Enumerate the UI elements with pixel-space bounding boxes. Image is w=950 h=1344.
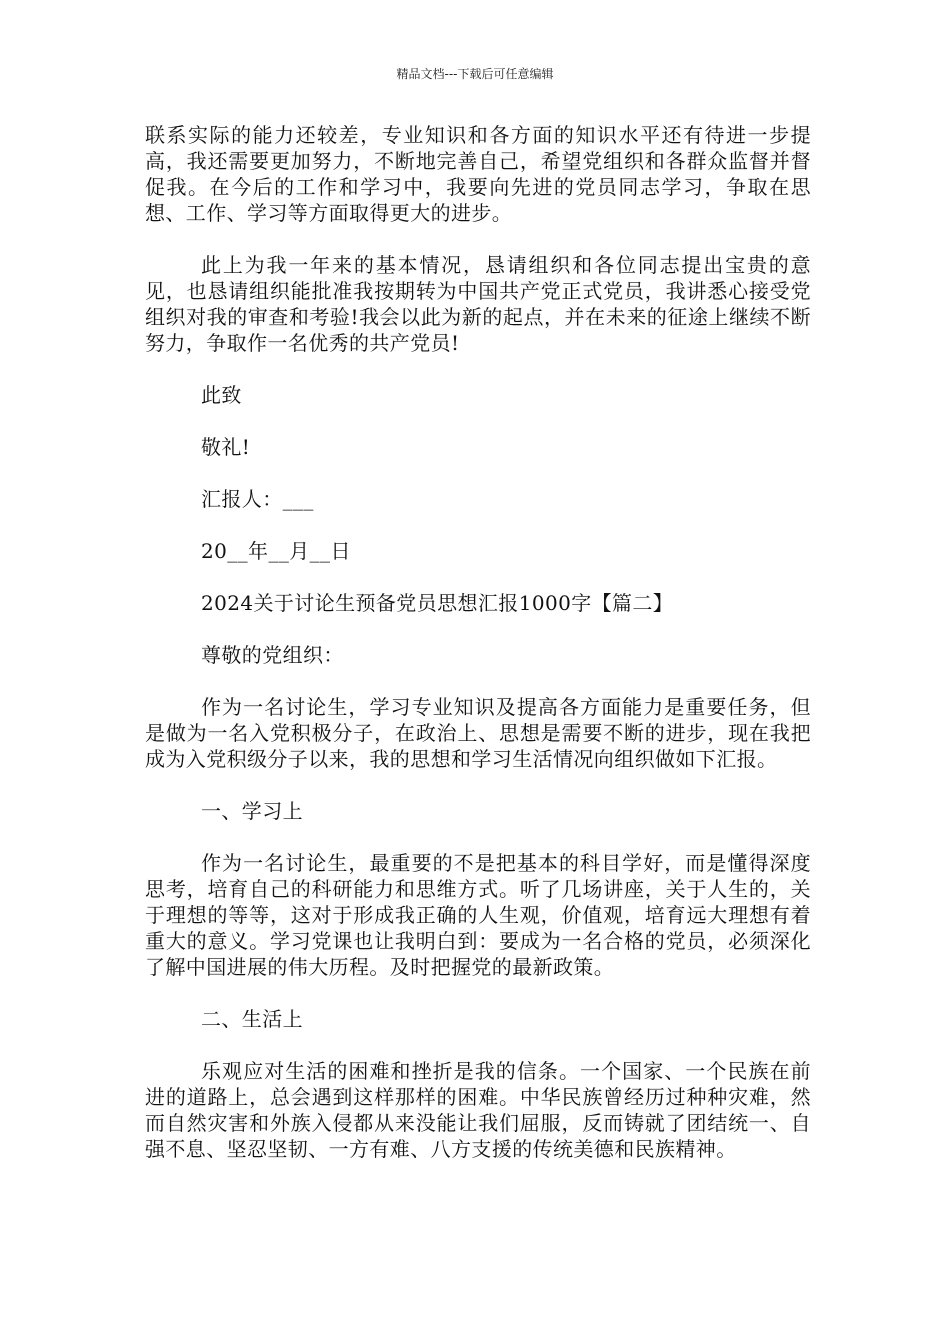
subheading-life: 二、生活上: [201, 1007, 303, 1031]
closing-salutation: 此致: [201, 383, 242, 407]
date-line: 20__年__月__日: [201, 539, 351, 563]
paragraph: 作为一名讨论生，学习专业知识及提高各方面能力是重要任务，但是做为一名入党积极分子，在政治上、思想是需要不断的进步，现在我把成为入党积级分子以来，我的思想和学习生活情况向组织做如下汇报。: [145, 695, 811, 771]
paragraph: 此上为我一年来的基本情况，恳请组织和各位同志提出宝贵的意见，也恳请组织能批准我按期转为中国共产党正式党员，我讲悉心接受党组织对我的审查和考验!我会以此为新的起点，并在未来的征途上继续不断努力，争取作一名优秀的共产党员!: [145, 253, 811, 355]
greeting: 尊敬的党组织：: [201, 643, 344, 667]
document-body: [145, 122, 811, 1162]
subheading-study: 一、学习上: [201, 799, 303, 823]
section-title: 2024关于讨论生预备党员思想汇报1000字【篇二】: [201, 591, 674, 615]
page-header: 精品文档---下载后可任意编辑: [396, 67, 554, 81]
paragraph: 乐观应对生活的困难和挫折是我的信条。一个国家、一个民族在前进的道路上，总会遇到这样那样的困难。中华民族曾经历过种种灾难，然而自然灾害和外族入侵都从来没能让我们屈服，反而铸就了团结统一、自强不息、坚忍坚韧、一方有难、八方支援的传统美德和民族精神。: [145, 1059, 811, 1161]
closing-regards: 敬礼!: [201, 435, 251, 459]
reporter-line: 汇报人：___: [201, 487, 314, 511]
paragraph: 联系实际的能力还较差，专业知识和各方面的知识水平还有待进一步提高，我还需要更加努力，不断地完善自己，希望党组织和各群众监督并督促我。在今后的工作和学习中，我要向先进的党员同志学习，争取在思想、工作、学习等方面取得更大的进步。: [145, 123, 811, 225]
paragraph: 作为一名讨论生，最重要的不是把基本的科目学好，而是懂得深度思考，培育自己的科研能力和思维方式。听了几场讲座，关于人生的，关于理想的等等，这对于形成我正确的人生观，价值观，培育远大理想有着重大的意义。学习党课也让我明白到：要成为一名合格的党员，必须深化了解中国进展的伟大历程。及时把握党的最新政策。: [145, 851, 811, 979]
